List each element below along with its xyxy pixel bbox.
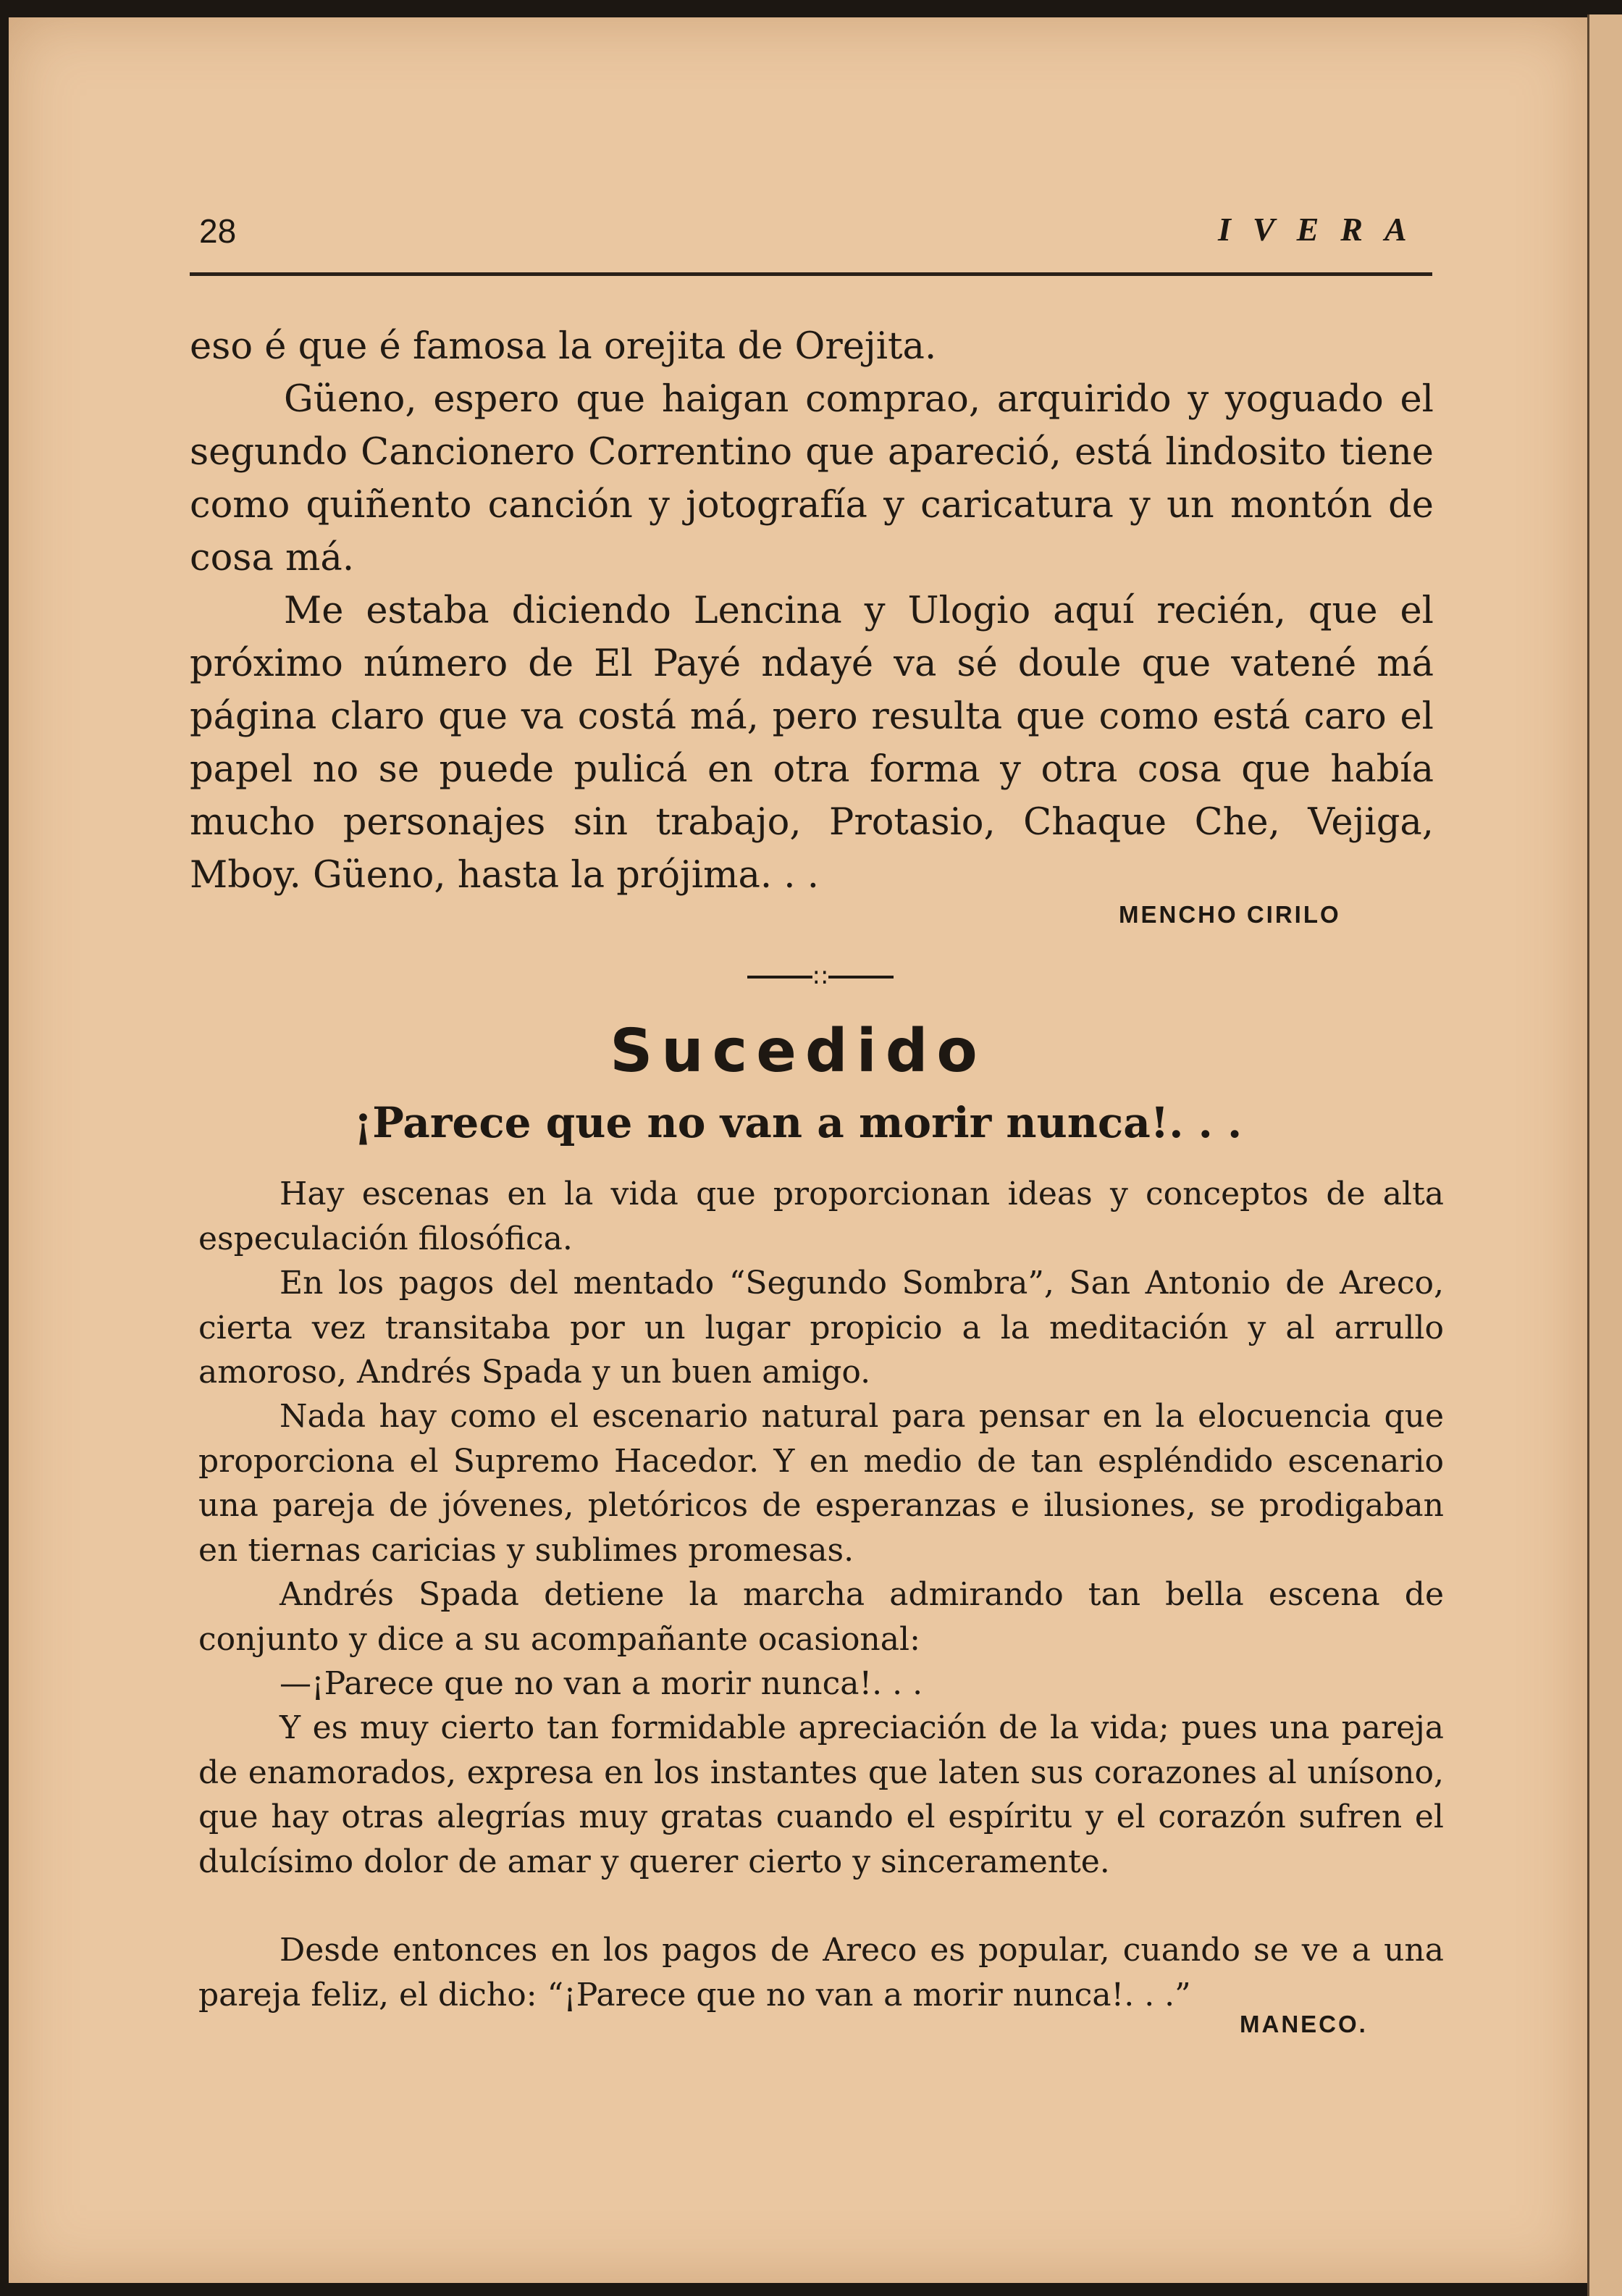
book-page (9, 17, 1587, 2283)
article2-subtitle: ¡Parece que no van a morir nunca!. . . (353, 1098, 1243, 1147)
article1-paragraph: Me estaba diciendo Lencina y Ulogio aquí recién, que el próximo número de El Payé ndayé va sé doule que vatené má página claro que va costá má, pero resulta que como está caro el papel no se puede pulicá en otra forma y otra cosa que había mucho personajes sin trabajo, Protasio, Chaque Che, Vejiga, Mboy. Güeno, hasta la prójima. . . (190, 590, 1434, 897)
article1-paragraph: eso é que é famosa la orejita de Orejita. (190, 325, 937, 368)
article2-signature: MANECO. (1240, 2011, 1368, 2037)
page-number: 28 (199, 212, 237, 250)
running-title: IVERA (1218, 211, 1429, 248)
article2-paragraph: Desde entonces en los pagos de Areco es popular, cuando se ve a una pareja feliz, el dicho: “¡Parece que no van a morir nunca!. . .” (198, 1932, 1444, 2014)
article2-paragraph: En los pagos del mentado “Segundo Sombra”, San Antonio de Areco, cierta vez transitaba por un lugar propicio a la meditación y al arrullo amoroso, Andrés Spada y un buen amigo. (198, 1265, 1444, 1391)
article2-paragraph: Nada hay como el escenario natural para pensar en la elocuencia que proporciona el Supremo Hacedor. Y en medio de tan espléndido escenario una pareja de jóvenes, pletóricos de esperanzas e ilusiones, se prodigaban en tiernas caricias y sublimes promesas. (198, 1398, 1444, 1569)
header-rule (190, 272, 1432, 276)
article1-paragraph: Güeno, espero que haigan comprao, arquirido y yoguado el segundo Cancionero Correntino que apareció, está lindosito tiene como quiñento canción y jotografía y caricatura y un montón de cosa má. (190, 378, 1434, 579)
article2-paragraph: Andrés Spada detiene la marcha admirando tan bella escena de conjunto y dice a su acompañante ocasional: (198, 1576, 1444, 1658)
article2-paragraph: Y es muy cierto tan formidable apreciación de la vida; pues una pareja de enamorados, expresa en los instantes que laten sus corazones al unísono, que hay otras alegrías muy gratas cuando el espíritu y el corazón sufren el dulcísimo dolor de amar y querer cierto y sinceramente. (198, 1709, 1444, 1880)
section-ornament: :: (726, 961, 915, 990)
article2-paragraph: Hay escenas en la vida que proporcionan ideas y conceptos de alta especulación filosófica. (198, 1176, 1444, 1257)
facing-page-edge (1587, 14, 1622, 2296)
article1-signature: MENCHO CIRILO (1119, 901, 1341, 928)
article2-title: Sucedido (610, 1017, 986, 1086)
article2-paragraph: —¡Parece que no van a morir nunca!. . . (280, 1665, 923, 1702)
